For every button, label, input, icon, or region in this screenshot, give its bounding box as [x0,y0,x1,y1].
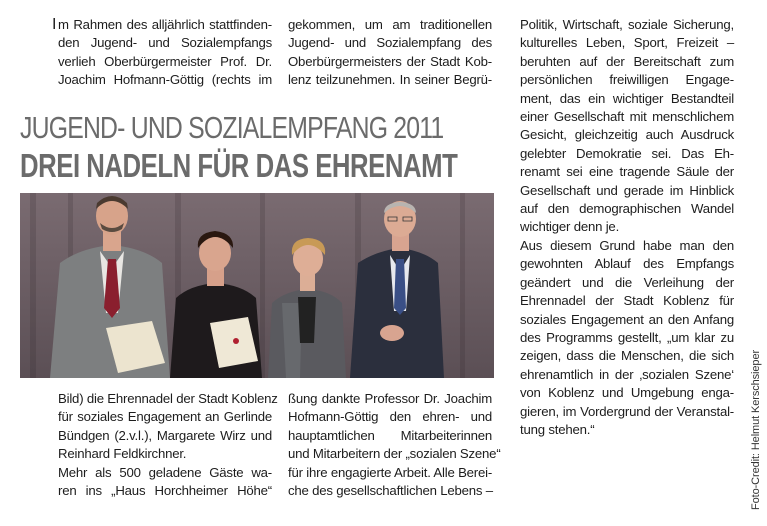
text-line: Joachim Hofmann-Göttig (rechts im [58,72,272,88]
body-column-1 [58,390,278,500]
text-line: Mehr als 500 geladene Gäste wa- [58,464,272,480]
text-line: gieren, im Vordergrund der Veranstal- [520,403,734,419]
text-line: beruhten auf der Bereitschaft zum [520,53,734,69]
text-line: für ihre engagierte Arbeit. Alle Berei- [288,464,493,480]
text-line: Bild) die Ehrennadel der Stadt Koblenz [58,391,278,406]
text-line: von Koblenz und Umgebung enga- [520,385,734,401]
text-line: ßung dankte Professor Dr. Joachim [288,391,492,406]
text-line: ment, das ein wichtiger Bestandteil [520,90,734,106]
text-line: che des gesellschaftlichen Lebens – [288,483,493,499]
text-line: verlieh Oberbürgermeister Prof. Dr. [58,53,272,69]
text-line: Ehrennadel der Stadt Koblenz für [520,293,734,309]
text-line: wichtiger denn je. [520,219,620,235]
headline-title: DREI NADELN FÜR DAS EHRENAMT [20,147,458,184]
text-line: ehrenamtlich in der ‚sozialen Szene‘ [520,366,734,382]
text-line: und Mitarbeitern der „sozialen Szene“ [288,446,501,462]
body-column-3 [520,16,734,439]
text-line: Reinhard Feldkirchner. [58,446,187,462]
text-line: für soziales Engagement an Gerlinde [58,409,272,425]
text-line: des Programms gestellt, „um klar zu [520,329,734,345]
text-line: m Rahmen des alljährlich stattfinden- [58,17,272,32]
dropcap-letter: I [52,16,57,33]
text-line: persönlichen freiwilligen Engage- [520,72,734,88]
text-line: hauptamtlichen Mitarbeiterinnen [288,427,492,443]
photo-credit: Foto-Credit: Helmut Kerschsieper [750,349,762,510]
text-line: auf den demographischen Wandel [520,201,734,217]
text-line: tung stehen.“ [520,421,595,437]
text-line: Jugend- und Sozialempfang des [288,35,492,51]
text-line: Aus diesem Grund habe man den [520,237,734,253]
text-line: renamt sei eine tragende Säule der [520,164,734,180]
text-line: lenz teilzunehmen. In seiner Begrü- [288,72,492,88]
text-line: gelebter Demokratie sei. Das Eh- [520,145,734,161]
text-line: Bündgen (2.v.l.), Margarete Wirz und [58,427,272,443]
intro-column-2 [288,16,492,90]
text-line: einer Gesellschaft mit menschlichem [520,109,734,125]
text-line: gewohnten Ablauf des Empfangs [520,256,734,272]
text-line: gekommen, um am traditionellen [288,17,492,32]
award-photo-illustration [20,193,494,378]
text-line: geändert und die Verleihung der [520,274,734,290]
text-line: Gesellschaft und gerade im Hinblick [520,182,734,198]
headline-kicker: JUGEND- UND SOZIALEMPFANG 2011 [20,110,444,145]
text-line: Gesicht, gleichzeitig auch Ausdruck [520,127,734,143]
text-line: zeigen, dass die Menschen, die sich [520,348,734,364]
text-line: ren ins „Haus Horchheimer Höhe“ [58,483,272,499]
award-photo [20,193,494,378]
text-line: Politik, Wirtschaft, soziale Sicherung, [520,17,734,32]
text-line: Hofmann-Göttig den ehren- und [288,409,492,425]
text-line: Oberbürgermeisters der Stadt Kob- [288,53,492,69]
body-column-2 [288,390,501,500]
text-line: kulturelles Leben, Sport, Freizeit – [520,35,734,51]
intro-column-1 [58,16,272,90]
text-line: den Jugend- und Sozialempfangs [58,35,272,51]
text-line: soziales Engagement an den Anfang [520,311,734,327]
